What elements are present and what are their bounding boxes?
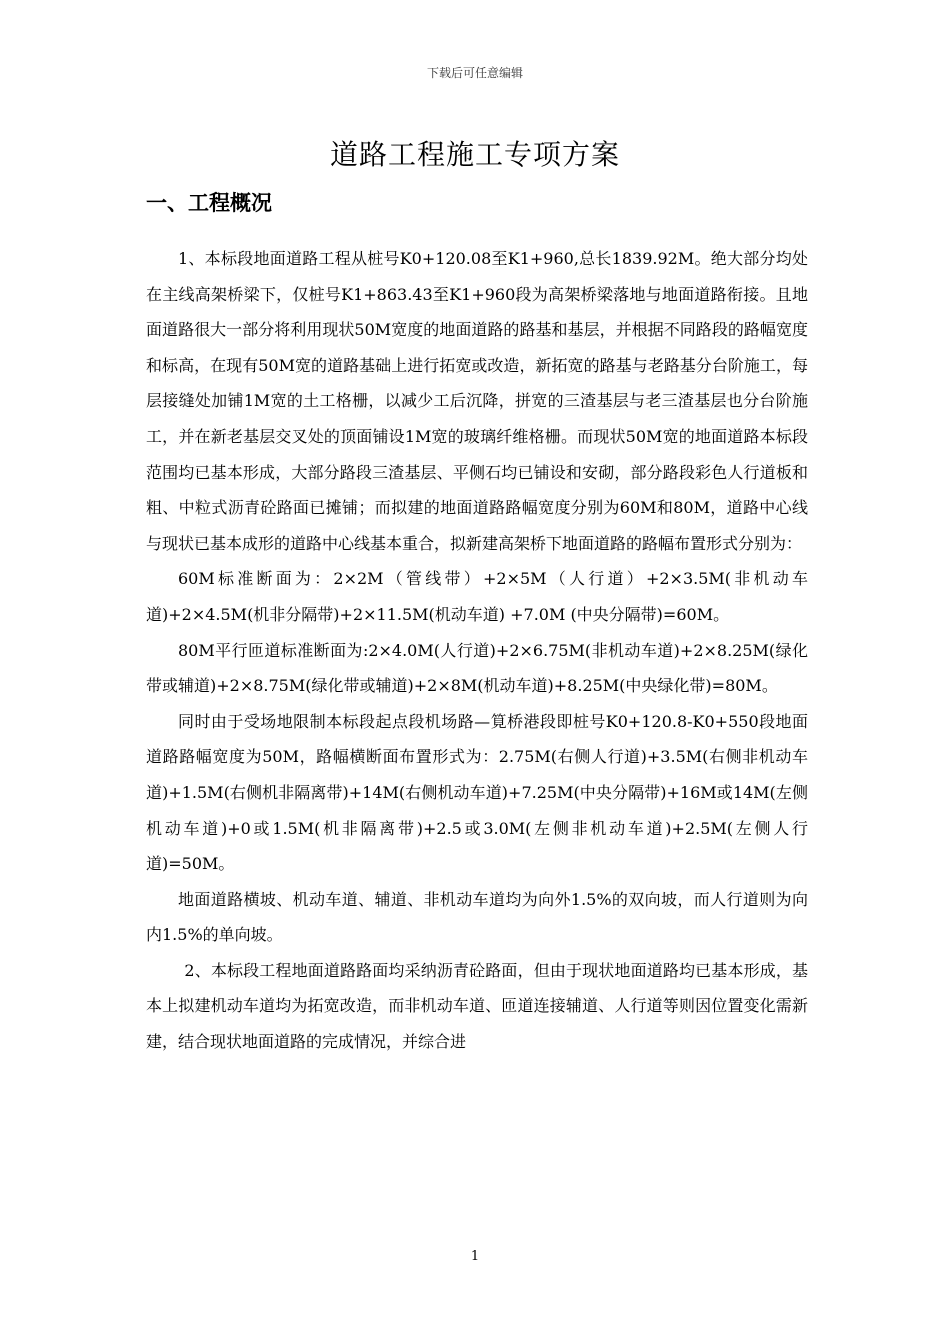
header-note: 下载后可任意编辑 [426,66,523,80]
paragraph: 同时由于受场地限制本标段起点段机场路—筧桥港段即桩号K0+120.8-K0+550段地面道路路幅宽度为50M，路幅横断面布置形式为：2.75M(右侧人行道)+3.5M(右侧非机动车道)+1.5M(右侧机非隔离带)+14M(右侧机动车道)+7.25M(中央分隔带)+16M或14M(左侧机动车道)+0或1.5M(机非隔离带)+2.5或3.0M(左侧非机动车道)+2.5M(左侧人行道)=50M。 [146,711,808,874]
page-number: 1 [470,1249,480,1264]
section-heading: 一、工程概况 [146,191,272,215]
paragraph: 80M平行匝道标准断面为:2×4.0M(人行道)+2×6.75M(非机动车道)+2×8.25M(绿化带或辅道)+2×8.75M(绿化带或辅道)+2×8M(机动车道)+8.25M(中央绿化带)=80M。 [146,640,808,696]
paragraph: 地面道路横坡、机动车道、辅道、非机动车道均为向外1.5%的双向坡，而人行道则为向内1.5%的单向坡。 [146,889,808,945]
paragraph: 60M标准断面为：2×2M（管线带）+2×5M（人行道）+2×3.5M(非机动车道)+2×4.5M(机非分隔带)+2×11.5M(机动车道) +7.0M (中央分隔带)=60M。 [146,569,808,624]
body-text [146,241,808,1060]
paragraph: 1、本标段地面道路工程从桩号K0+120.08至K1+960,总长1839.92M。绝大部分均处在主线高架桥梁下，仅桩号K1+863.43至K1+960段为高架桥梁落地与地面道路衔接。且地面道路很大一部分将利用现状50M宽度的地面道路的路基和基层，并根据不同路段的路幅宽度和标高，在现有50M宽的道路基础上进行拓宽或改造，新拓宽的路基与老路基分台阶施工，每层接缝处加铺1M宽的土工格栅，以减少工后沉降，拼宽的三渣基层与老三渣基层也分台阶施工，并在新老基层交叉处的顶面铺设1M宽的玻璃纤维格栅。而现状50M宽的地面道路本标段范围均已基本形成，大部分路段三渣基层、平侧石均已铺设和安砌，部分路段彩色人行道板和粗、中粒式沥青砼路面已摊铺；而拟建的地面道路路幅宽度分别为60M和80M，道路中心线与现状已基本成形的道路中心线基本重合，拟新建高架桥下地面道路的路幅布置形式分别为： [146,249,808,553]
paragraph: 2、本标段工程地面道路路面均采纳沥青砼路面，但由于现状地面道路均已基本形成，基本上拟建机动车道均为拓宽改造，而非机动车道、匝道连接辅道、人行道等则因位置变化需新建，结合现状地面道路的完成情况，并综合进 [146,960,808,1052]
page-title: 道路工程施工专项方案 [329,138,620,171]
